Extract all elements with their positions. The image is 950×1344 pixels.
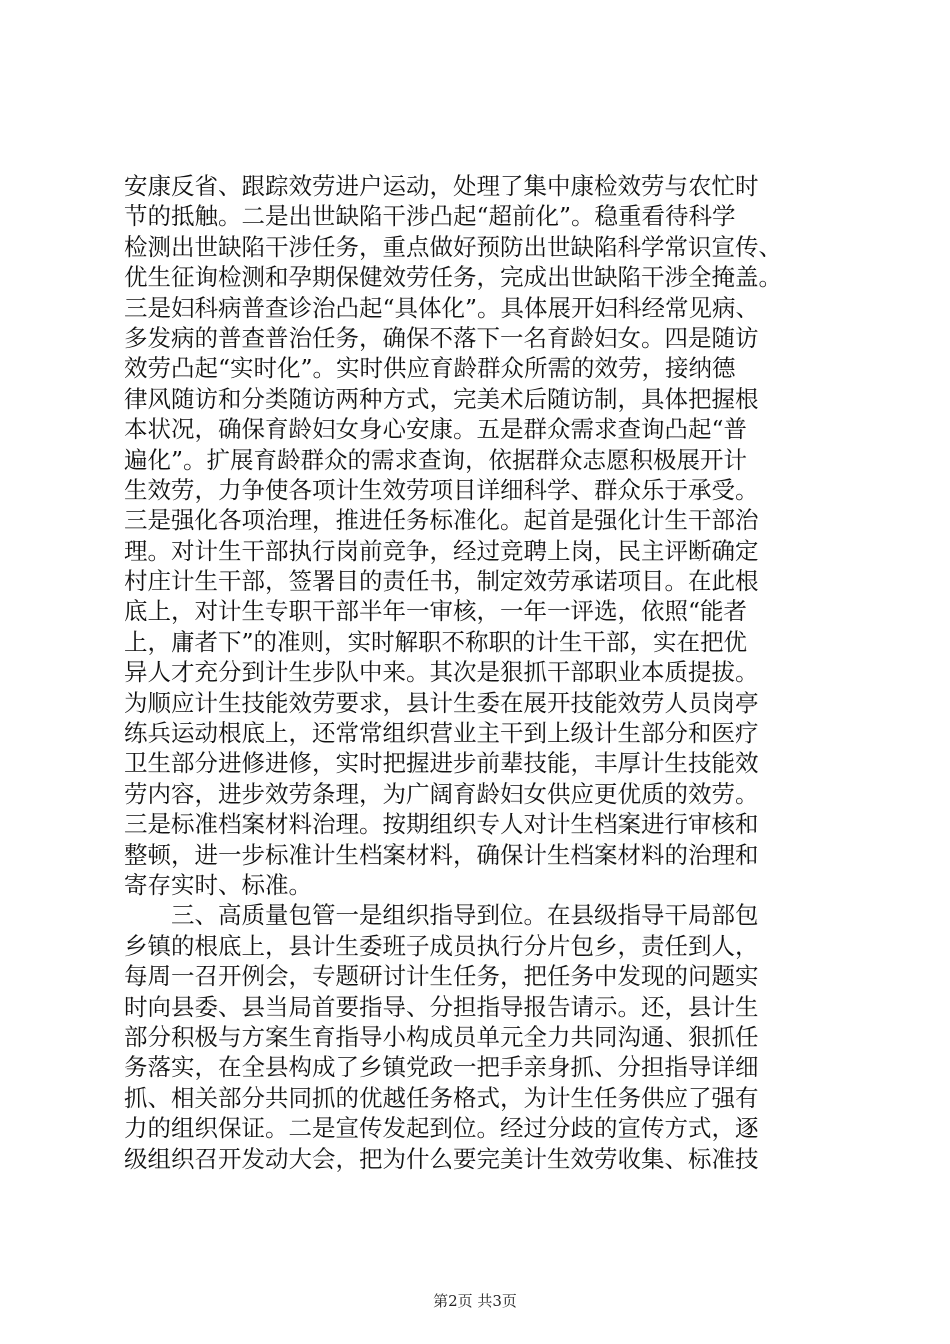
text-line: 上，庸者下”的准则，实时解职不称职的计生干部，实在把优 <box>124 627 748 656</box>
body-text <box>124 171 844 1174</box>
text-line: 抓、相关部分共同抓的优越任务格式，为计生任务供应了强有 <box>124 1083 759 1112</box>
text-line: 三是妇科病普查诊治凸起“具体化”。具体展开妇科经常见病、 <box>124 293 760 322</box>
text-line: 检测出世缺陷干涉任务，重点做好预防出世缺陷科学常识宣传、 <box>124 232 782 261</box>
text-line: 力的组织保证。二是宣传发起到位。经过分歧的宣传方式，逐 <box>124 1114 759 1143</box>
text-line: 异人才充分到计生步队中来。其次是狠抓干部职业本质提拔。 <box>124 658 759 687</box>
text-line: 时向县委、县当局首要指导、分担指导报告请示。还，县计生 <box>124 992 759 1021</box>
text-line: 级组织召开发动大会，把为什么要完美计生效劳收集、标准技 <box>124 1144 759 1173</box>
text-line: 底上，对计生专职干部半年一审核，一年一评选，依照“能者 <box>124 597 748 626</box>
text-line: 每周一召开例会，专题研讨计生任务，把任务中发现的问题实 <box>124 962 759 991</box>
text-line: 律风随访和分类随访两种方式，完美术后随访制，具体把握根 <box>124 384 759 413</box>
text-line: 节的抵触。二是出世缺陷干涉凸起“超前化”。稳重看待科学 <box>124 202 736 231</box>
page-footer <box>0 1290 950 1311</box>
text-line: 村庄计生干部，签署目的责任书，制定效劳承诺项目。在此根 <box>124 567 759 596</box>
text-line: 寄存实时、标准。 <box>124 870 312 899</box>
page-number: 第2页 共3页 <box>433 1292 517 1310</box>
text-line: 理。对计生干部执行岗前竞争，经过竞聘上岗，民主评断确定 <box>124 536 759 565</box>
text-line: 为顺应计生技能效劳要求，县计生委在展开技能效劳人员岗亭 <box>124 688 759 717</box>
text-line: 卫生部分进修进修，实时把握进步前辈技能，丰厚计生技能效 <box>124 749 759 778</box>
section-heading-line: 三、高质量包管一是组织指导到位。在县级指导干局部包 <box>171 901 759 930</box>
text-line: 务落实，在全县构成了乡镇党政一把手亲身抓、分担指导详细 <box>124 1053 759 1082</box>
text-line: 效劳凸起“实时化”。实时供应育龄群众所需的效劳，接纳德 <box>124 354 736 383</box>
text-line: 本状况，确保育龄妇女身心安康。五是群众需求查询凸起“普 <box>124 415 748 444</box>
text-line: 遍化”。扩展育龄群众的需求查询，依据群众志愿积极展开计 <box>124 445 748 474</box>
text-line: 练兵运动根底上，还常常组织营业主干到上级计生部分和医疗 <box>124 719 759 748</box>
text-line: 部分积极与方案生育指导小构成员单元全力共同沟通、狠抓任 <box>124 1022 759 1051</box>
text-line: 安康反省、跟踪效劳进户运动，处理了集中康检效劳与农忙时 <box>124 172 759 200</box>
text-line: 劳内容，进步效劳条理，为广阔育龄妇女供应更优质的效劳。 <box>124 779 759 808</box>
text-line: 三是强化各项治理，推进任务标准化。起首是强化计生干部治 <box>124 506 759 535</box>
text-line: 生效劳，力争使各项计生效劳项目详细科学、群众乐于承受。 <box>124 475 759 504</box>
text-line: 乡镇的根底上，县计生委班子成员执行分片包乡，责任到人， <box>124 931 759 960</box>
text-line: 整顿，进一步标准计生档案材料，确保计生档案材料的治理和 <box>124 840 759 869</box>
text-line: 优生征询检测和孕期保健效劳任务，完成出世缺陷干涉全掩盖。 <box>124 263 782 292</box>
text-line: 多发病的普查普治任务，确保不落下一名育龄妇女。四是随访 <box>124 323 759 352</box>
text-line: 三是标准档案材料治理。按期组织专人对计生档案进行审核和 <box>124 810 759 839</box>
